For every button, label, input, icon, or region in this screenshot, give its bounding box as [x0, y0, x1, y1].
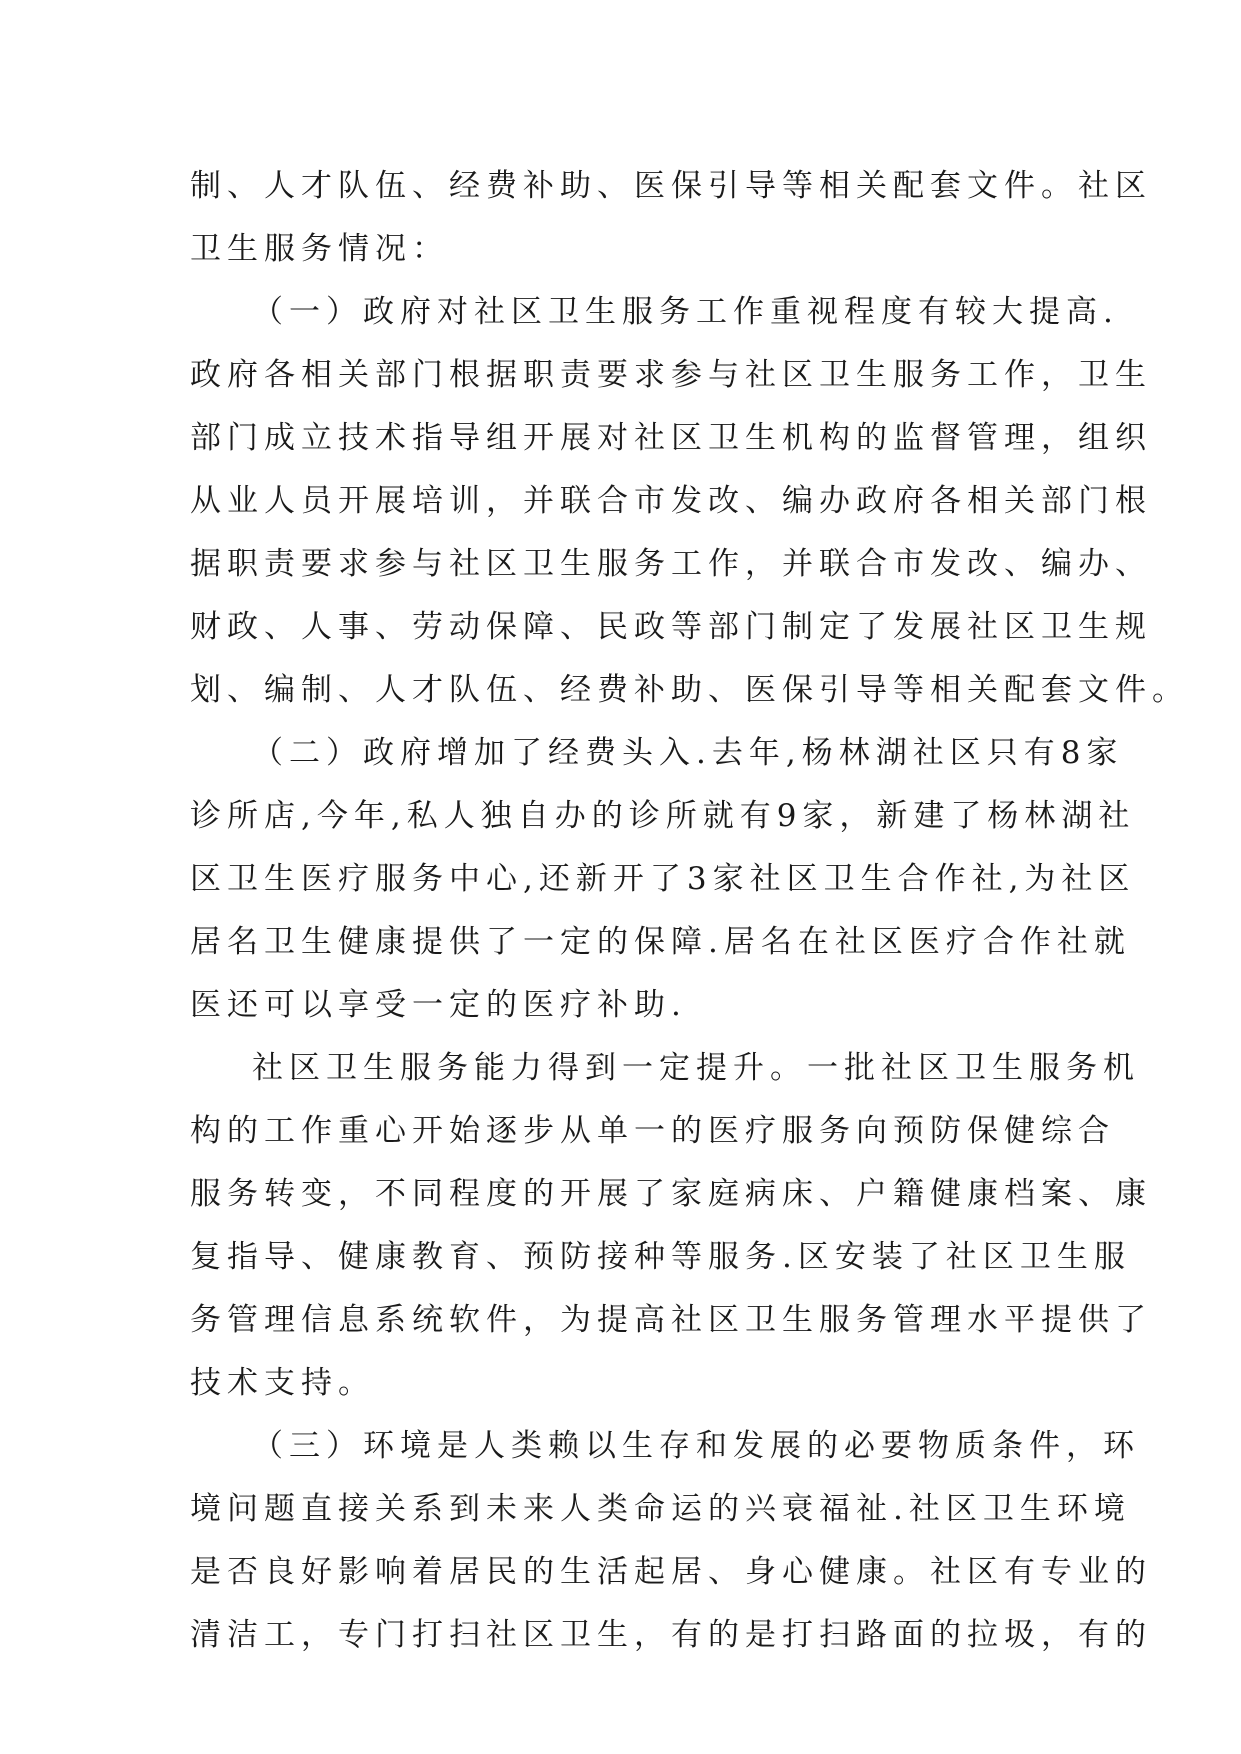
text-line: 财政、人事、劳动保障、民政等部门制定了发展社区卫生规 [190, 609, 1152, 645]
text-line: 据职责要求参与社区卫生服务工作，并联合市发改、编办、 [190, 546, 1152, 582]
text-line: 构的工作重心开始逐步从单一的医疗服务向预防保健综合 [190, 1113, 1115, 1149]
text-line: 复指导、健康教育、预防接种等服务.区安装了社区卫生服 [190, 1239, 1131, 1275]
paragraph-start-line: （一）政府对社区卫生服务工作重视程度有较大提高. [252, 294, 1119, 330]
text-line: 医还可以享受一定的医疗补助. [190, 987, 687, 1023]
text-line: 区卫生医疗服务中心,还新开了3家社区卫生合作社,为社区 [190, 861, 1136, 897]
text-line: 从业人员开展培训，并联合市发改、编办政府各相关部门根 [190, 483, 1152, 519]
text-line: 技术支持。 [190, 1365, 375, 1401]
text-line: 务管理信息系统软件，为提高社区卫生服务管理水平提供了 [190, 1302, 1152, 1338]
paragraph-start-line: （三）环境是人类赖以生存和发展的必要物质条件，环 [252, 1428, 1140, 1464]
text-line: 清洁工，专门打扫社区卫生，有的是打扫路面的拉圾，有的 [190, 1617, 1152, 1653]
body-text [190, 155, 1189, 1667]
text-line: 卫生服务情况： [190, 231, 449, 267]
text-line: 部门成立技术指导组开展对社区卫生机构的监督管理，组织 [190, 420, 1152, 456]
text-line: 诊所店,今年,私人独自办的诊所就有9家，新建了杨林湖社 [190, 798, 1136, 834]
text-line: 政府各相关部门根据职责要求参与社区卫生服务工作，卫生 [190, 357, 1152, 393]
paragraph-start-line: （二）政府增加了经费头入.去年,杨林湖社区只有8家 [252, 735, 1124, 771]
paragraph-start-line: 社区卫生服务能力得到一定提升。一批社区卫生服务机 [252, 1050, 1140, 1086]
text-line: 是否良好影响着居民的生活起居、身心健康。社区有专业的 [190, 1554, 1152, 1590]
text-line: 居名卫生健康提供了一定的保障.居名在社区医疗合作社就 [190, 924, 1131, 960]
text-line: 境问题直接关系到未来人类命运的兴衰福祉.社区卫生环境 [190, 1491, 1131, 1527]
text-line: 服务转变，不同程度的开展了家庭病床、户籍健康档案、康 [190, 1176, 1152, 1212]
text-line: 制、人才队伍、经费补助、医保引导等相关配套文件。社区 [190, 168, 1152, 204]
text-line: 划、编制、人才队伍、经费补助、医保引导等相关配套文件。 [190, 672, 1189, 708]
